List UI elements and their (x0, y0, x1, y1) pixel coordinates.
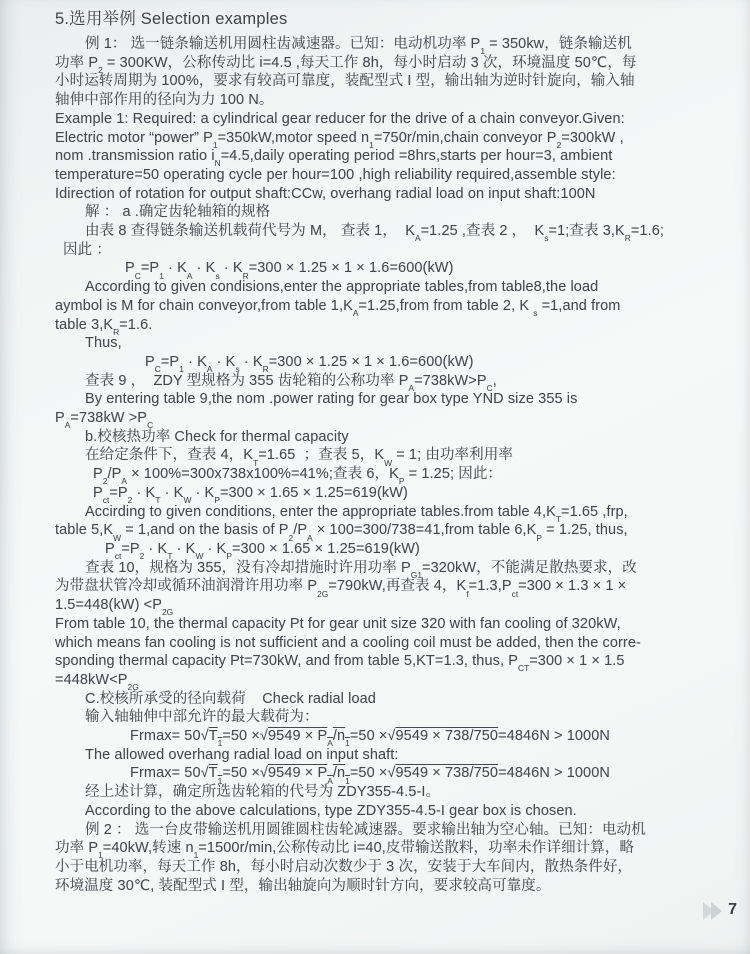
text-line: $Frmax= 50√T_1=50 \times√9549 \times P_A/n_1=50 \times√9549 \times 738/750=4846N > 1000N$ (130, 728, 610, 749)
double-chevron-right-icon (697, 896, 727, 926)
text-line: 例 2 ： 选一台皮带输送机用圆锥圆柱齿轮减速器。要求输出轴为空心轴。已知：电动机 (85, 821, 646, 838)
text-line: The allowed overhang radial load on input shaft: (85, 746, 399, 763)
text-line: $P_C=P_1 \cdot K_A \cdot K_s \cdot K_R=300 \times 1.25 \times 1 \times 1.6=600(kW)$ (125, 260, 454, 281)
text-line: 轴伸中部作用的径向为力 100 N。 (55, 92, 274, 109)
text-line: $P_{ct}=P_2 \cdot K_T \cdot K_W \cdot K_P=300 \times 1.65 \times 1.25=619(kW)$ (105, 540, 420, 562)
text-line: nom .transmission ratio $i_N=4.5,daily$ operating period =8hrs,starts per hour=3, ambient (55, 148, 613, 169)
text-line: b.校核热功率 Check for thermal capacity (85, 428, 349, 445)
text-line: 查表 10，规格为 355，没有冷却措施时许用功率 $P_{G1}=320kW$，不能满足散热要求，改 (85, 559, 637, 580)
text-line: $P_C=P_1 \cdot K_A \cdot K_s \cdot K_R=300 \times 1.25 \times 1 \times 1.6=600(kW)$ (145, 353, 474, 375)
page-lines (55, 35, 720, 895)
text-line: 在给定条件下，查表 4，$K_T=1.65$ ；查表 5，$K_W = 1$; 由功率利用率 (85, 447, 513, 468)
page-number: 7 (728, 901, 737, 918)
text-line: $=448kW<P_{2G}$ (55, 671, 139, 693)
document-text-block (55, 8, 720, 895)
page-footer (697, 896, 737, 926)
text-line: 例 1： 选一链条输送机用圆柱齿减速器。已知：电动机功率 $P_1 = 350kw$，链条输送机 (85, 36, 632, 57)
text-line: aymbol is M for chain conveyor,from table $1,K_A=1.25,from$ from table 2, K $_s$ =1,and from (55, 297, 621, 319)
text-line: 功率 $P_1=40kW$,转速 $n_1=1500r/\min$,公称传动比 i=40,皮带输送散料，功率未作详细计算，略 (55, 840, 635, 861)
section-title: 5.选用举例 Selection examples (55, 10, 288, 28)
text-line: 为带盘状管冷却或循环油润滑许用功率 $P_{2G}=790kW$,再查表 4，$K_f=1.3,P_{ct}=300 \times 1.3 \times 1$ × (55, 578, 627, 599)
text-line: Accirding to given conditions, enter the appropriate tables.from table $4,K_T=1.65$ ,frp, (85, 503, 628, 524)
text-line: 经上述计算，确定所选齿轮箱的代号为 ZDY355-4.5-I。 (85, 784, 441, 801)
text-line: According to the above calculations, type ZDY355-4.5-I gear box is chosen. (85, 802, 577, 819)
text-line: 小时运转周期为 100%，要求有较高可靠度，装配型式 I 型，输出轴为逆时针旋向，输入轴 (55, 73, 635, 90)
text-line: 由表 8 查得链条输送机载荷代号为 M， 查表 1， $K_A=1.25$ ,查表 2 ， $K_s=1$;查表 $3,K_R=1.6$; (85, 223, 664, 244)
text-line: 小于电机功率，每天工作 8h，每小时启动次数少于 3 次，安装于大车间内，散热条件好， (55, 858, 633, 875)
text-line: 功率 $P_2 = 300KW$，公称传动比 i=4.5 ,每天工作 8h，每小时启动 3 次，环境温度 50℃，每 (55, 54, 637, 75)
text-line: 环境温度 30℃, 装配型式 I 型，输出轴旋向为顺时针方向，要求较高可靠度。 (55, 877, 551, 894)
text-line: C.校核所承受的径向载荷 Check radial load (85, 690, 376, 707)
text-line: Example 1: Required: a cylindrical gear reducer for the drive of a chain conveyor.Given: (55, 110, 625, 127)
text-line: According to given condisions,enter the appropriate tables,from table8,the load (85, 279, 599, 296)
text-line: sponding thermal capacity Pt=730kW, and from table 5,KT=1.3, thus, $P_{CT}=300 \times 1 \times 1.5$ (55, 653, 625, 674)
text-line: From table 10, the thermal capacity Pt for gear unit size 320 with fan cooling of 320kW, (55, 615, 621, 632)
text-line: 解 ： a .确定齿轮轴箱的规格 (85, 204, 271, 221)
text-line: temperature=50 operating cycle per hour=100 ,high reliability required,assemble style: (55, 166, 616, 183)
text-line: 因此 ： (63, 241, 111, 258)
text-line: $P_{ct}=P_2 \cdot K_T \cdot K_W \cdot K_P=300 \times 1.65 \times 1.25=619(kW)$ (93, 484, 408, 506)
text-line: $P_A=738kW >P_C$ (55, 410, 154, 431)
text-line: Electric motor “power” $P_1=350kW,motor$ speed $n_1=750r/\min,chain$ conveyor $P_2=300kW$ , (55, 129, 624, 150)
text-line: 输入轴轴伸中部允许的最大载荷为： (85, 709, 319, 726)
text-line: By entering table 9,the nom .power rating for gear box type YND size 355 is (85, 391, 578, 408)
text-line: table $5,K_W = 1,and$ on the basis of $P_2/P_A$ × 100=300/738=41,from table $6,K_P = 1.25$, thus, (55, 522, 628, 543)
text-line: which means fan cooling is not sufficient and a cooling coil must be added, then the corre- (55, 634, 641, 651)
text-line: Thus, (85, 335, 122, 352)
text-line: $P_2/P_A \times 100\%=300x738x100\%=41\%$;查表 6，$K_P = 1.25$; 因此： (93, 466, 503, 487)
text-line: $1.5=448(kW) <P_{2G}$ (55, 597, 174, 618)
text-line: $Frmax= 50√T_1=50 \times√9549 \times P_A/n_1=50 \times√9549 \times 738/750=4846N > 1000N$ (130, 765, 610, 786)
text-line: Idirection of rotation for output shaft:CCw, overhang radial load on input shaft:100N (55, 185, 596, 202)
text-line: 查表 9 ， ZDY 型规格为 355 齿轮箱的公称功率 $P_A=738kW>P_C$, (85, 372, 497, 393)
text-line: table $3,K_R=1.6$. (55, 316, 153, 337)
